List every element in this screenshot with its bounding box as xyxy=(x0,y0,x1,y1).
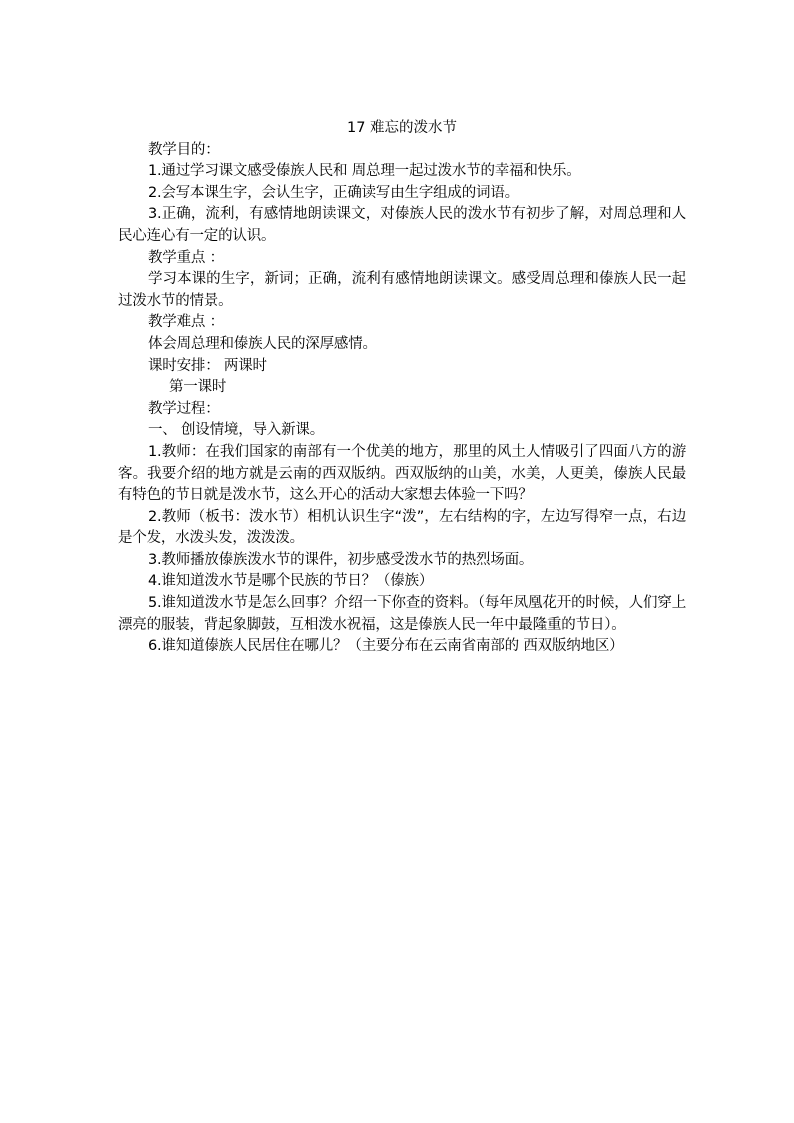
paragraph-step-1-heading: 一、 创设情境，导入新课。 xyxy=(148,422,325,439)
paragraph-objective-1: 1.通过学习课文感受傣族人民和 周总理一起过泼水节的幸福和快乐。 xyxy=(148,163,581,180)
paragraph-difficulty-heading: 教学难点 ： xyxy=(148,314,224,331)
paragraph-schedule: 课时安排： 两课时 xyxy=(148,357,267,374)
paragraph-step-1: 1.教师：在我们国家的南部有一个优美的地方，那里的风土人情吸引了四面八方的游客。我要介绍的地方就是云南的西双版纳。西双版纳的山美，水美，人更美，傣族人民最有特色的节日就是泼水节，这么开心的活动大家想去体验一下吗？ xyxy=(118,443,686,504)
paragraph-step-6: 6.谁知道傣族人民居住在哪儿？（主要分布在云南省南部的 西双版纳地区） xyxy=(148,638,624,655)
paragraph-keypoints-heading: 教学重点 ： xyxy=(148,249,224,266)
paragraph-objectives-heading: 教学目的： xyxy=(148,141,220,158)
paragraph-keypoints: 学习本课的生字，新词；正确，流利有感情地朗读课文。感受周总理和傣族人民一起过泼水节的情景。 xyxy=(118,271,686,309)
paragraph-objective-3: 3.正确，流利，有感情地朗读课文，对傣族人民的泼水节有初步了解，对周总理和人民心连心有一定的认识。 xyxy=(118,206,686,244)
paragraph-process-heading: 教学过程： xyxy=(148,400,220,417)
paragraph-difficulty: 体会周总理和傣族人民的深厚感情。 xyxy=(148,335,377,352)
paragraph-step-5: 5.谁知道泼水节是怎么回事？介绍一下你查的资料。（每年凤凰花开的时候，人们穿上漂亮的服装，背起象脚鼓，互相泼水祝福，这是傣族人民一年中最隆重的节日）。 xyxy=(118,595,686,633)
paragraph-step-4: 4.谁知道泼水节是哪个民族的节日？（傣族） xyxy=(148,573,434,590)
document-body xyxy=(118,118,686,658)
document-title: 17 难忘的泼水节 xyxy=(346,120,458,136)
paragraph-step-2: 2.教师（板书：泼水节）相机认识生字“泼”，左右结构的字，左边写得窄一点，右边是个发，水泼头发，泼泼泼。 xyxy=(118,508,686,547)
paragraph-step-3: 3.教师播放傣族泼水节的课件，初步感受泼水节的热烈场面。 xyxy=(148,551,534,568)
paragraph-first-lesson: 第一课时 xyxy=(169,379,227,396)
paragraph-objective-2: 2.会写本课生字，会认生字，正确读写由生字组成的词语。 xyxy=(148,184,519,201)
